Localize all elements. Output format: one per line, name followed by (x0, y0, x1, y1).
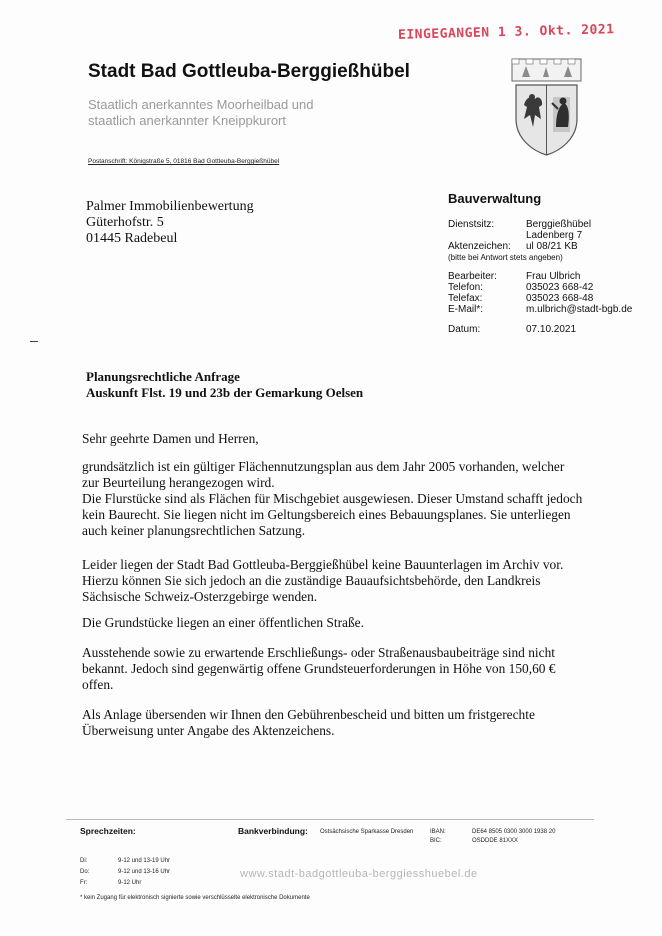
subtitle-line-2: staatlich anerkannter Kneippkurort (88, 113, 287, 128)
subtitle-line-1: Staatlich anerkanntes Moorheilbad und (88, 97, 314, 112)
paragraph-line: bekannt. Jedoch sind gegenwärtig offene Grundsteuerforderungen in Höhe von 150,60 € (82, 661, 556, 676)
postal-address: Postanschrift: Königstraße 5, 01816 Bad Gottleuba-Berggießhübel (88, 158, 280, 165)
bearbeiter-value: Frau Ulbrich (526, 271, 581, 282)
iban-label: IBAN: (430, 829, 446, 835)
telefax-label: Telefax: (448, 293, 483, 304)
paragraph-line: Überweisung unter Angabe des Aktenzeichens. (82, 723, 335, 738)
recipient-street: Güterhofstr. 5 (86, 215, 164, 230)
recipient-city: 01445 Radebeul (86, 231, 178, 246)
paragraph-3 (82, 615, 572, 631)
dienstsitz-label: Dienstsitz: (448, 219, 495, 230)
hours-time: 9-12 Uhr (118, 880, 142, 886)
salutation (82, 431, 572, 447)
salutation-text: Sehr geehrte Damen und Herren, (82, 431, 259, 446)
subject-line-2: Auskunft Flst. 19 und 23b der Gemarkung Oelsen (86, 385, 364, 400)
paragraph-2 (82, 557, 572, 605)
datum-value: 07.10.2021 (526, 324, 577, 335)
paragraph-line: Die Grundstücke liegen an einer öffentlichen Straße. (82, 615, 364, 630)
paragraph-line: grundsätzlich ist ein gültiger Flächennutzungsplan aus dem Jahr 2005 vorhanden, welcher (82, 459, 565, 474)
aktenzeichen-value: ul 08/21 KB (526, 241, 578, 252)
paragraph-5 (82, 707, 572, 739)
paragraph-4 (82, 645, 572, 693)
bank-name: Ostsächsische Sparkasse Dresden (320, 829, 414, 835)
datum-label: Datum: (448, 324, 481, 335)
bank-label: Bankverbindung: (238, 826, 308, 836)
iban-value: DE64 8505 0300 3000 1938 20 (472, 829, 556, 835)
department-title: Bauverwaltung (448, 191, 542, 206)
footer-disclaimer: * kein Zugang für elektronisch signierte sowie verschlüsselte elektronische Dokumente (80, 895, 310, 901)
paragraph-1 (82, 459, 583, 539)
paragraph-line: kein Baurecht. Sie liegen nicht im Geltungsbereich eines Bebauungsplanes. Sie unterliegen (82, 507, 571, 522)
bic-label: BIC: (430, 838, 442, 844)
paragraph-line: zur Beurteilung herangezogen wird. (82, 475, 275, 490)
email-value: m.ulbrich@stadt-bgb.de (526, 304, 633, 315)
organization-name: Stadt Bad Gottleuba-Berggießhübel (88, 61, 410, 82)
bearbeiter-label: Bearbeiter: (448, 271, 497, 282)
hours-time: 9-12 und 13-16 Uhr (118, 869, 171, 875)
paragraph-line: Sächsische Schweiz-Osterzgebirge wenden. (82, 589, 318, 604)
received-stamp: EINGEGANGEN 1 3. Okt. 2021 (397, 22, 615, 43)
dienstsitz-address: Ladenberg 7 (526, 230, 583, 241)
hours-day: Fr: (80, 880, 88, 886)
paragraph-line: auch keiner planungsrechtlichen Satzung. (82, 523, 306, 538)
footer-divider (66, 819, 594, 820)
recipient-name: Palmer Immobilienbewertung (86, 199, 254, 214)
paragraph-line: Hierzu können Sie sich jedoch an die zuständige Bauaufsichtsbehörde, den Landkreis (82, 573, 541, 588)
bic-value: OSDDDE 81XXX (472, 838, 519, 844)
aktenzeichen-note: (bitte bei Antwort stets angeben) (448, 253, 563, 262)
coat-of-arms-icon (508, 57, 585, 157)
hours-time: 9-12 und 13-19 Uhr (118, 858, 171, 864)
email-label: E-Mail*: (448, 304, 484, 315)
dienstsitz-value: Berggießhübel (526, 219, 592, 230)
subject-line-1: Planungsrechtliche Anfrage (86, 369, 240, 384)
telefon-value: 035023 668-42 (526, 282, 594, 293)
fold-mark (30, 341, 38, 342)
paragraph-line: Die Flurstücke sind als Flächen für Mischgebiet ausgewiesen. Dieser Umstand schafft jedoch (82, 491, 583, 506)
hours-day: Di: (80, 858, 88, 864)
sprechzeiten-label: Sprechzeiten: (80, 826, 136, 836)
website-link[interactable]: www.stadt-badgottleuba-berggiesshuebel.de (240, 868, 478, 880)
telefax-value: 035023 668-48 (526, 293, 594, 304)
paragraph-line: Leider liegen der Stadt Bad Gottleuba-Berggießhübel keine Bauunterlagen im Archiv vor. (82, 557, 564, 572)
paragraph-line: Ausstehende sowie zu erwartende Erschließungs- oder Straßenausbaubeiträge sind nicht (82, 645, 555, 660)
paragraph-line: Als Anlage übersenden wir Ihnen den Gebührenbescheid und bitten um fristgerechte (82, 707, 535, 722)
hours-day: Do: (80, 869, 90, 875)
telefon-label: Telefon: (448, 282, 484, 293)
aktenzeichen-label: Aktenzeichen: (448, 241, 511, 252)
paragraph-line: offen. (82, 677, 114, 692)
